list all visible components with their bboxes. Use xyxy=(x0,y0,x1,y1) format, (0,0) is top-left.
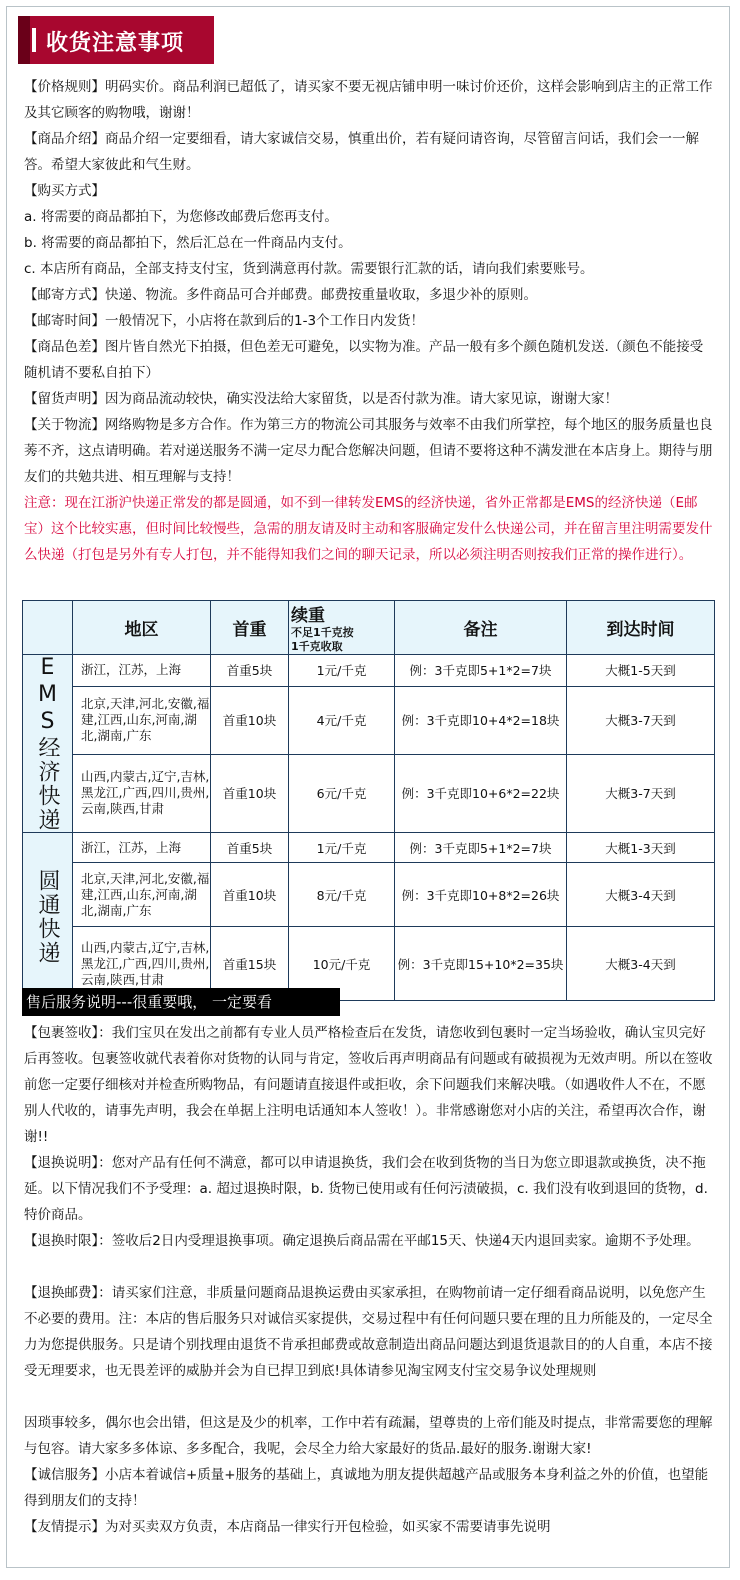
row-region: 山西,内蒙古,辽宁,吉林,黑龙江,广西,四川,贵州,云南,陕西,甘肃 xyxy=(73,754,211,832)
row-note: 例：3千克即15+10*2=35块 xyxy=(395,927,567,1001)
after-sign: 【包裹签收】：我们宝贝在发出之前都有专业人员严格检查后在发货，请您收到包裹时一定当场验收，确认宝贝完好后再签收。包裹签收就代表着你对货物的认同与肯定，签收后再声明商品有问题或有破损视为无效声明。所以在签收前您一定要仔细核对并检查所购物品，有问题请直接退件或拒收，余下问题我们来解决哦。（如遇收件人不在，不愿别人代收的，请事先声明，我会在单据上注明电话通知本人签收！）。非常感谢您对小店的关注，希望再次合作，谢谢!! xyxy=(24,1025,713,1145)
row-first: 首重10块 xyxy=(211,863,289,927)
row-first: 首重15块 xyxy=(211,927,289,1001)
header-cont-label: 续重 xyxy=(291,606,325,626)
notice-buy-heading: 【购买方式】 xyxy=(24,183,105,199)
row-region: 北京,天津,河北,安徽,福建,江西,山东,河南,湖北,湖南,广东 xyxy=(73,686,211,754)
after-return-postage: 【退换邮费】：请买家们注意，非质量问题商品退换运费由买家承担，在购物前请一定仔细看商品说明，以免您产生不必要的费用。注：本店的售后服务只对诚信买家提供，交易过程中有任何问题只要在理的且力所能及的，一定尽全力为您提供服务。只是请个别找理由退货不肯承担邮费或故意制造出商品问题达到退货退款目的的人自重，本店不接受无理要求，也无畏差评的威胁并会为自已捍卫到底!具体请参见淘宝网支付宝交易争议处理规则 xyxy=(24,1285,713,1379)
notice-buy-c: c. 本店所有商品，全部支持支付宝，货到满意再付款。需要银行汇款的话，请向我们索要账号。 xyxy=(24,261,594,277)
row-time: 大概1-3天到 xyxy=(567,833,715,863)
header-region: 地区 xyxy=(73,601,211,655)
header-cont-note: 不足1千克按1千克收取 xyxy=(291,626,354,653)
group-ems: EMS经济快递 xyxy=(23,655,73,833)
row-note: 例：3千克即5+1*2=7块 xyxy=(395,655,567,687)
header-arrival: 到达时间 xyxy=(567,601,715,655)
row-note: 例：3千克即5+1*2=7块 xyxy=(395,833,567,863)
after-return-info: 【退换说明】：您对产品有任何不满意，都可以申请退换货，我们会在收到货物的当日为您立即退款或换货，决不拖延。以下情况我们不予受理：a. 超过退换时限，b. 货物已使用或有任何污渍破损，c. 我们没有收到退回的货物，d. 特价商品。 xyxy=(24,1155,708,1223)
row-time: 大概3-7天到 xyxy=(567,686,715,754)
row-first: 首重10块 xyxy=(211,754,289,832)
row-time: 大概3-4天到 xyxy=(567,927,715,1001)
notice-color: 【商品色差】图片皆自然光下拍摄，但色差无可避免，以实物为准。产品一般有多个颜色随机发送.（颜色不能接受随机请不要私自拍下） xyxy=(24,339,704,381)
row-cont: 1元/千克 xyxy=(289,833,395,863)
notice-buy-b: b. 将需要的商品都拍下，然后汇总在一件商品内支付。 xyxy=(24,235,352,251)
shipping-table xyxy=(22,600,715,1001)
notice-buy-a: a. 将需要的商品都拍下，为您修改邮费后您再支付。 xyxy=(24,209,338,225)
row-cont: 8元/千克 xyxy=(289,863,395,927)
header-continued-weight xyxy=(289,601,395,655)
notice-intro: 【商品介绍】商品介绍一定要细看，请大家诚信交易，慎重出价，若有疑问请咨询，尽管留言问话，我们会一一解答。希望大家彼此和气生财。 xyxy=(24,131,699,173)
shipping-warning: 注意：现在江浙沪快递正常发的都是圆通，如不到一律转发EMS的经济快递，省外正常都是EMS的经济快递（E邮宝）这个比较实惠，但时间比较慢些，急需的朋友请及时主动和客服确定发什么快递公司，并在留言里注明需要发什么快递（打包是另外有专人打包，并不能得知我们之间的聊天记录，所以必须注明否则按我们正常的操作进行）。 xyxy=(24,495,713,563)
row-time: 大概3-7天到 xyxy=(567,754,715,832)
table-row xyxy=(23,833,715,863)
after-return-limit: 【退换时限】：签收后2日内受理退换事项。确定退换后商品需在平邮15天、快递4天内退回卖家。逾期不予处理。 xyxy=(24,1233,700,1249)
header-blank xyxy=(23,601,73,655)
row-note: 例：3千克即10+8*2=26块 xyxy=(395,863,567,927)
table-header-row xyxy=(23,601,715,655)
row-first: 首重5块 xyxy=(211,833,289,863)
row-note: 例：3千克即10+6*2=22块 xyxy=(395,754,567,832)
title-banner xyxy=(18,16,214,64)
row-time: 大概1-5天到 xyxy=(567,655,715,687)
group-yto: 圆通快递 xyxy=(23,833,73,1001)
after-apology: 因琐事较多，偶尔也会出错，但这是及少的机率，工作中若有疏漏，望尊贵的上帝们能及时提点，非常需要您的理解与包容。请大家多多体谅、多多配合，我呢，会尽全力给大家最好的货品.最好的服务.谢谢大家! xyxy=(24,1415,713,1457)
row-cont: 10元/千克 xyxy=(289,927,395,1001)
row-cont: 6元/千克 xyxy=(289,754,395,832)
after-tip: 【友情提示】为对买卖双方负责，本店商品一律实行开包检验，如买家不需要请事先说明 xyxy=(24,1519,551,1535)
row-first: 首重5块 xyxy=(211,655,289,687)
row-region: 北京,天津,河北,安徽,福建,江西,山东,河南,湖北,湖南,广东 xyxy=(73,863,211,927)
banner-flag-icon xyxy=(32,28,36,52)
row-cont: 1元/千克 xyxy=(289,655,395,687)
header-first-weight: 首重 xyxy=(211,601,289,655)
row-region: 山西,内蒙古,辽宁,吉林,黑龙江,广西,四川,贵州,云南,陕西,甘肃 xyxy=(73,927,211,1001)
page-title: 收货注意事项 xyxy=(46,31,185,56)
notice-shipping-method: 【邮寄方式】快递、物流。多件商品可合并邮费。邮费按重量收取，多退少补的原则。 xyxy=(24,287,537,303)
after-integrity: 【诚信服务】小店本着诚信+质量+服务的基础上，真诚地为朋友提供超越产品或服务本身利益之外的价值，也望能得到朋友们的支持！ xyxy=(24,1467,709,1509)
table-row xyxy=(23,655,715,687)
notice-shipping-time: 【邮寄时间】一般情况下，小店将在款到后的1-3个工作日内发货！ xyxy=(24,313,425,329)
notice-hold: 【留货声明】因为商品流动较快，确实没法给大家留货，以是否付款为准。请大家见谅，谢谢大家！ xyxy=(24,391,618,407)
table-row xyxy=(23,863,715,927)
row-region: 浙江，江苏，上海 xyxy=(73,833,211,863)
row-first: 首重10块 xyxy=(211,686,289,754)
table-row xyxy=(23,754,715,832)
row-cont: 4元/千克 xyxy=(289,686,395,754)
header-note: 备注 xyxy=(395,601,567,655)
notice-logistics: 【关于物流】网络购物是多方合作。作为第三方的物流公司其服务与效率不由我们所掌控，每个地区的服务质量也良莠不齐，这点请明确。若对递送服务不满一定尽力配合您解决问题，但请不要将这种不满发泄在本店身上。期待与朋友们的共勉共进、相互理解与支持！ xyxy=(24,417,713,485)
table-row xyxy=(23,686,715,754)
notice-price: 【价格规则】明码实价。商品利润已超低了，请买家不要无视店铺申明一味讨价还价，这样会影响到店主的正常工作及其它顾客的购物哦，谢谢！ xyxy=(24,79,713,121)
row-time: 大概3-4天到 xyxy=(567,863,715,927)
row-region: 浙江，江苏，上海 xyxy=(73,655,211,687)
after-sales-heading: 售后服务说明---很重要哦， 一定要看 xyxy=(22,988,340,1016)
banner-fold xyxy=(18,16,30,64)
row-note: 例：3千克即10+4*2=18块 xyxy=(395,686,567,754)
